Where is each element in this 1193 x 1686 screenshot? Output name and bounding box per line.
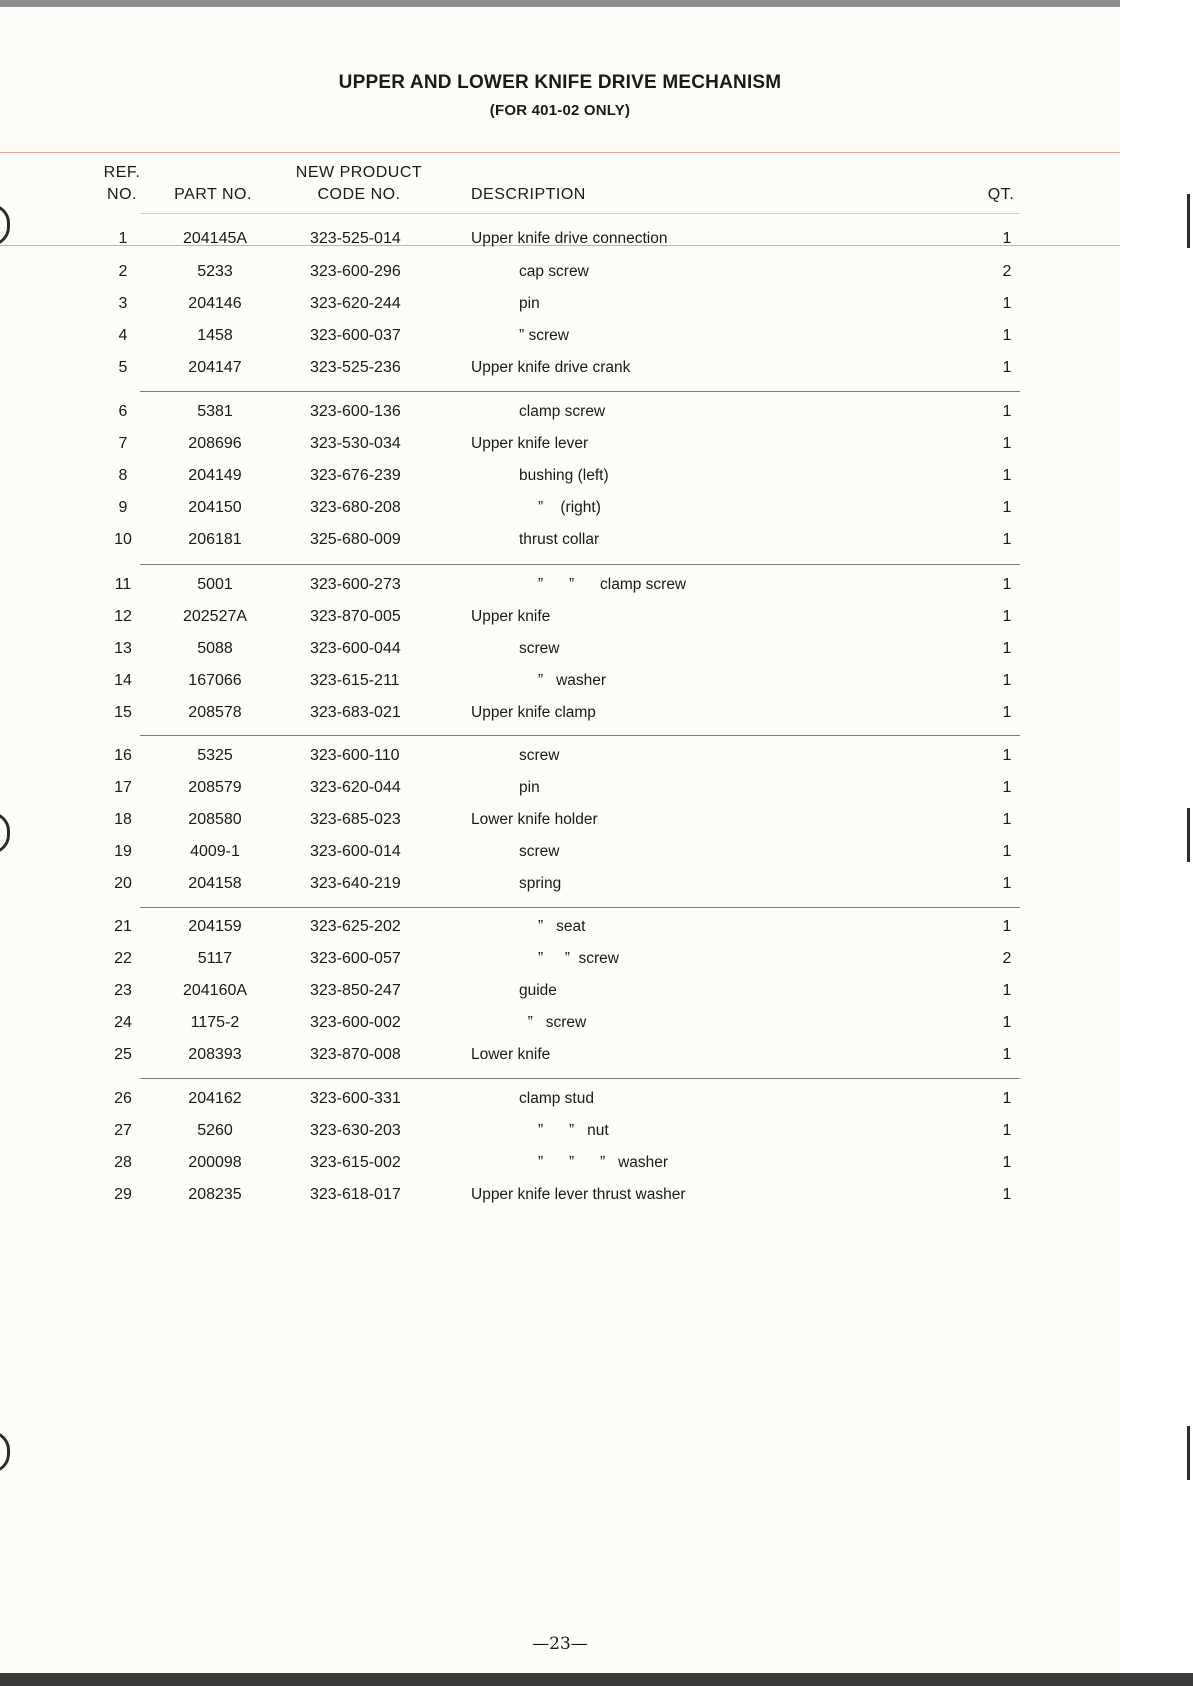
row-product-code: 323-600-002 bbox=[310, 1014, 401, 1031]
row-product-code: 323-620-244 bbox=[310, 295, 401, 312]
row-product-code: 323-685-023 bbox=[310, 811, 401, 828]
row-ref-number: 9 bbox=[118, 499, 128, 516]
row-quantity: 1 bbox=[1002, 1154, 1012, 1171]
row-product-code: 323-600-331 bbox=[310, 1090, 401, 1107]
table-row bbox=[0, 1010, 1120, 1040]
row-ref-number: 8 bbox=[118, 467, 128, 484]
column-header-ref: REF. NO. bbox=[103, 164, 141, 203]
row-quantity: 1 bbox=[1002, 1090, 1012, 1107]
table-row bbox=[0, 743, 1120, 773]
table-row bbox=[0, 1118, 1120, 1148]
row-quantity: 1 bbox=[1002, 467, 1012, 484]
row-part-number: 208578 bbox=[188, 704, 242, 721]
row-part-number: 204146 bbox=[188, 295, 242, 312]
table-row bbox=[0, 775, 1120, 805]
row-ref-number: 17 bbox=[114, 779, 132, 796]
row-description: Lower knife holder bbox=[471, 811, 598, 828]
row-ref-number: 5 bbox=[118, 359, 128, 376]
row-part-number: 5001 bbox=[197, 576, 233, 593]
row-part-number: 167066 bbox=[188, 672, 242, 689]
row-product-code: 323-615-002 bbox=[310, 1154, 401, 1171]
row-part-number: 5117 bbox=[197, 950, 233, 967]
row-ref-number: 3 bbox=[118, 295, 128, 312]
group-divider bbox=[140, 564, 1020, 565]
row-product-code: 323-620-044 bbox=[310, 779, 401, 796]
table-row bbox=[0, 1150, 1120, 1180]
row-ref-number: 28 bbox=[114, 1154, 132, 1171]
row-ref-number: 24 bbox=[114, 1014, 132, 1031]
row-quantity: 1 bbox=[1002, 1046, 1012, 1063]
row-ref-number: 1 bbox=[118, 230, 128, 247]
row-ref-number: 16 bbox=[114, 747, 132, 764]
table-row bbox=[0, 1042, 1120, 1072]
table-row bbox=[0, 1182, 1120, 1212]
table-row bbox=[0, 839, 1120, 869]
row-description: ” ” screw bbox=[538, 950, 619, 967]
row-part-number: 204147 bbox=[188, 359, 242, 376]
row-ref-number: 23 bbox=[114, 982, 132, 999]
row-ref-number: 15 bbox=[114, 704, 132, 721]
page-subtitle: (FOR 401-02 ONLY) bbox=[489, 102, 631, 119]
row-part-number: 4009-1 bbox=[190, 843, 240, 860]
row-description: cap screw bbox=[519, 263, 589, 280]
group-divider bbox=[140, 1078, 1020, 1079]
row-product-code: 323-600-136 bbox=[310, 403, 401, 420]
group-divider bbox=[140, 391, 1020, 392]
row-part-number: 208235 bbox=[188, 1186, 242, 1203]
row-description: ” ” nut bbox=[538, 1122, 609, 1139]
row-part-number: 208393 bbox=[188, 1046, 242, 1063]
row-quantity: 1 bbox=[1002, 359, 1012, 376]
row-product-code: 323-640-219 bbox=[310, 875, 401, 892]
row-description: pin bbox=[519, 295, 540, 312]
row-description: pin bbox=[519, 779, 540, 796]
column-header-qty: QT. bbox=[987, 186, 1015, 203]
table-row bbox=[0, 399, 1120, 429]
row-product-code: 323-680-208 bbox=[310, 499, 401, 516]
row-description: ” (right) bbox=[538, 499, 601, 516]
row-product-code: 323-600-014 bbox=[310, 843, 401, 860]
row-description: clamp stud bbox=[519, 1090, 594, 1107]
table-row bbox=[0, 946, 1120, 976]
row-description: bushing (left) bbox=[519, 467, 609, 484]
row-product-code: 323-615-211 bbox=[310, 672, 400, 689]
row-quantity: 1 bbox=[1002, 811, 1012, 828]
row-part-number: 200098 bbox=[188, 1154, 242, 1171]
row-ref-number: 10 bbox=[114, 531, 132, 548]
row-product-code: 323-676-239 bbox=[310, 467, 401, 484]
row-part-number: 5233 bbox=[197, 263, 233, 280]
row-part-number: 204150 bbox=[188, 499, 242, 516]
row-quantity: 2 bbox=[1002, 950, 1012, 967]
scan-bottom-edge bbox=[0, 1673, 1193, 1686]
row-part-number: 1175-2 bbox=[190, 1014, 240, 1031]
row-description: ” seat bbox=[538, 918, 586, 935]
group-divider bbox=[140, 907, 1020, 908]
table-row bbox=[0, 668, 1120, 698]
row-part-number: 5088 bbox=[197, 640, 233, 657]
row-quantity: 1 bbox=[1002, 843, 1012, 860]
row-ref-number: 12 bbox=[114, 608, 132, 625]
row-ref-number: 27 bbox=[114, 1122, 132, 1139]
row-ref-number: 2 bbox=[118, 263, 128, 280]
row-ref-number: 18 bbox=[114, 811, 132, 828]
table-row bbox=[0, 914, 1120, 944]
row-part-number: 202527A bbox=[182, 608, 248, 625]
row-product-code: 323-870-008 bbox=[310, 1046, 401, 1063]
row-quantity: 1 bbox=[1002, 327, 1012, 344]
row-part-number: 5260 bbox=[197, 1122, 233, 1139]
row-ref-number: 7 bbox=[118, 435, 128, 452]
row-quantity: 1 bbox=[1002, 704, 1012, 721]
row-quantity: 1 bbox=[1002, 918, 1012, 935]
table-row bbox=[0, 604, 1120, 634]
row-description: clamp screw bbox=[519, 403, 606, 420]
row-quantity: 1 bbox=[1002, 608, 1012, 625]
row-product-code: 323-600-110 bbox=[310, 747, 400, 764]
row-description: ” screw bbox=[519, 327, 569, 344]
row-ref-number: 26 bbox=[114, 1090, 132, 1107]
row-description: Upper knife drive crank bbox=[471, 359, 631, 376]
row-ref-number: 22 bbox=[114, 950, 132, 967]
row-ref-number: 14 bbox=[114, 672, 132, 689]
row-product-code: 323-530-034 bbox=[310, 435, 401, 452]
row-part-number: 206181 bbox=[188, 531, 242, 548]
table-row bbox=[0, 431, 1120, 461]
row-quantity: 2 bbox=[1002, 263, 1012, 280]
table-row bbox=[0, 700, 1120, 730]
row-product-code: 323-600-296 bbox=[310, 263, 401, 280]
page-title: UPPER AND LOWER KNIFE DRIVE MECHANISM bbox=[338, 72, 782, 93]
row-product-code: 323-525-236 bbox=[310, 359, 401, 376]
edge-mark bbox=[1187, 1426, 1190, 1480]
table-row bbox=[0, 355, 1120, 385]
row-ref-number: 19 bbox=[114, 843, 132, 860]
row-description: Upper knife clamp bbox=[471, 704, 596, 721]
page-number: —23— bbox=[532, 1634, 588, 1654]
row-part-number: 208696 bbox=[188, 435, 242, 452]
table-row bbox=[0, 495, 1120, 525]
row-description: Upper knife lever bbox=[471, 435, 589, 452]
row-quantity: 1 bbox=[1002, 531, 1012, 548]
row-product-code: 323-625-202 bbox=[310, 918, 401, 935]
row-description: ” ” clamp screw bbox=[538, 576, 687, 593]
row-quantity: 1 bbox=[1002, 747, 1012, 764]
row-ref-number: 4 bbox=[118, 327, 128, 344]
table-row bbox=[0, 259, 1120, 289]
edge-mark bbox=[1187, 808, 1190, 862]
row-description: screw bbox=[519, 747, 560, 764]
row-part-number: 5381 bbox=[197, 403, 233, 420]
row-part-number: 1458 bbox=[197, 327, 233, 344]
row-description: Upper knife bbox=[471, 608, 551, 625]
row-quantity: 1 bbox=[1002, 1014, 1012, 1031]
row-description: guide bbox=[519, 982, 557, 999]
row-product-code: 323-600-057 bbox=[310, 950, 401, 967]
row-ref-number: 25 bbox=[114, 1046, 132, 1063]
row-description: ” screw bbox=[519, 1014, 587, 1031]
row-description: screw bbox=[519, 640, 560, 657]
row-quantity: 1 bbox=[1002, 1186, 1012, 1203]
row-quantity: 1 bbox=[1002, 1122, 1012, 1139]
row-ref-number: 11 bbox=[114, 576, 132, 593]
row-description: ” ” ” washer bbox=[538, 1154, 669, 1171]
group-divider bbox=[140, 735, 1020, 736]
row-quantity: 1 bbox=[1002, 499, 1012, 516]
row-quantity: 1 bbox=[1002, 875, 1012, 892]
table-row bbox=[0, 291, 1120, 321]
table-row bbox=[0, 807, 1120, 837]
row-part-number: 5325 bbox=[197, 747, 233, 764]
row-product-code: 323-600-044 bbox=[310, 640, 401, 657]
edge-mark bbox=[1187, 194, 1190, 248]
row-part-number: 208580 bbox=[188, 811, 242, 828]
row-product-code: 323-525-014 bbox=[310, 230, 401, 247]
row-quantity: 1 bbox=[1002, 435, 1012, 452]
row-quantity: 1 bbox=[1002, 295, 1012, 312]
row-quantity: 1 bbox=[1002, 230, 1012, 247]
row-description: screw bbox=[519, 843, 560, 860]
row-product-code: 325-680-009 bbox=[310, 531, 401, 548]
row-ref-number: 20 bbox=[114, 875, 132, 892]
row-part-number: 204159 bbox=[188, 918, 242, 935]
row-part-number: 204158 bbox=[188, 875, 242, 892]
row-product-code: 323-850-247 bbox=[310, 982, 401, 999]
row-description: Lower knife bbox=[471, 1046, 551, 1063]
table-row bbox=[0, 636, 1120, 666]
row-quantity: 1 bbox=[1002, 576, 1012, 593]
row-part-number: 204145A bbox=[182, 230, 248, 247]
row-description: thrust collar bbox=[519, 531, 600, 548]
row-ref-number: 21 bbox=[114, 918, 132, 935]
table-row bbox=[0, 572, 1120, 602]
row-part-number: 208579 bbox=[188, 779, 242, 796]
column-header-part: PART NO. bbox=[174, 186, 252, 203]
row-quantity: 1 bbox=[1002, 640, 1012, 657]
row-description: ” washer bbox=[538, 672, 607, 689]
row-ref-number: 6 bbox=[118, 403, 128, 420]
table-row bbox=[0, 1086, 1120, 1116]
table-row bbox=[0, 226, 1120, 256]
table-row bbox=[0, 978, 1120, 1008]
row-product-code: 323-870-005 bbox=[310, 608, 401, 625]
row-ref-number: 29 bbox=[114, 1186, 132, 1203]
table-row bbox=[0, 871, 1120, 901]
table-row bbox=[0, 463, 1120, 493]
row-part-number: 204160A bbox=[182, 982, 248, 999]
table-row bbox=[0, 527, 1120, 557]
column-header-code: NEW PRODUCT CODE NO. bbox=[295, 164, 423, 203]
row-product-code: 323-630-203 bbox=[310, 1122, 401, 1139]
row-quantity: 1 bbox=[1002, 672, 1012, 689]
row-quantity: 1 bbox=[1002, 779, 1012, 796]
row-product-code: 323-683-021 bbox=[310, 704, 401, 721]
row-description: Upper knife drive connection bbox=[471, 230, 668, 247]
row-product-code: 323-600-273 bbox=[310, 576, 401, 593]
row-quantity: 1 bbox=[1002, 982, 1012, 999]
row-ref-number: 13 bbox=[114, 640, 132, 657]
row-product-code: 323-618-017 bbox=[310, 1186, 401, 1203]
row-description: spring bbox=[519, 875, 562, 892]
scan-right-margin bbox=[1120, 0, 1193, 1686]
row-part-number: 204149 bbox=[188, 467, 242, 484]
row-quantity: 1 bbox=[1002, 403, 1012, 420]
row-description: Upper knife lever thrust washer bbox=[471, 1186, 686, 1203]
table-row bbox=[0, 323, 1120, 353]
row-part-number: 204162 bbox=[188, 1090, 242, 1107]
column-header-description: DESCRIPTION bbox=[471, 186, 586, 203]
row-product-code: 323-600-037 bbox=[310, 327, 401, 344]
